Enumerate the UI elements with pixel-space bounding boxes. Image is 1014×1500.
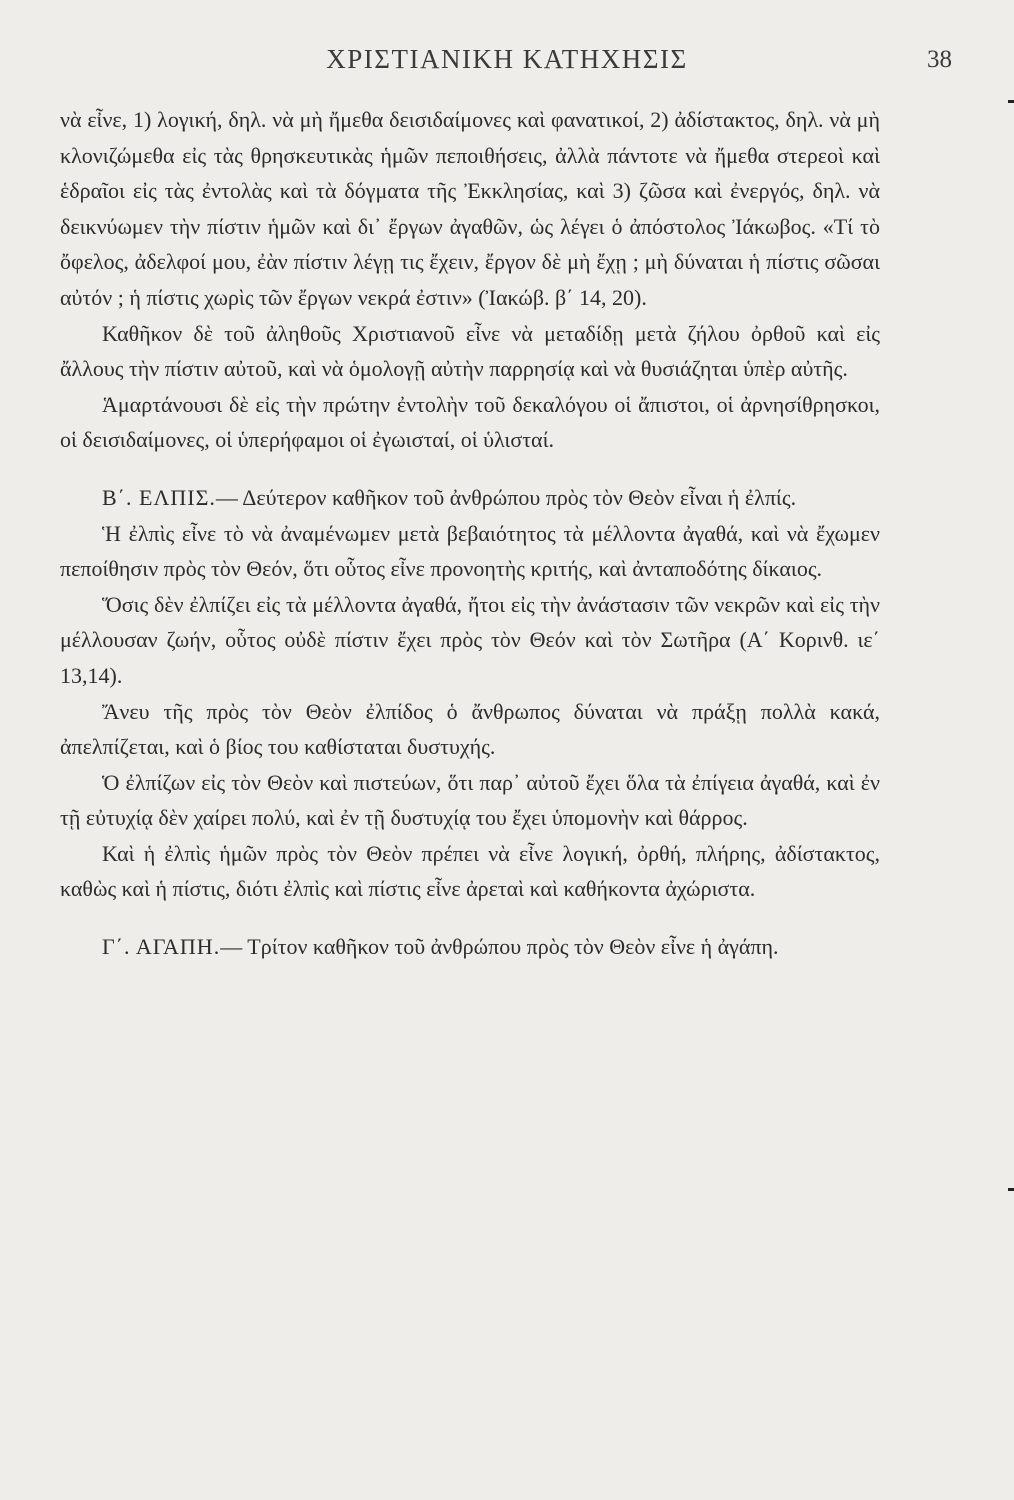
running-title: ΧΡΙΣΤΙΑΝΙΚΗ ΚΑΤΗΧΗΣΙΣ (326, 44, 688, 74)
section-love-intro-text: — Τρίτον καθῆκον τοῦ ἀνθρώπου πρὸς τὸν Θεὸν εἶνε ἡ ἀγάπη. (220, 934, 779, 960)
paragraph-faith-qualities: νὰ εἶνε, 1) λογική, δηλ. νὰ μὴ ἤμεθα δεισιδαίμονες καὶ φανατικοί, 2) ἀδίστακτος, δηλ. νὰ μὴ κλονιζώμεθα εἰς τὰς θρησκευτικὰς ἡμῶν πεποιθήσεις, ἀλλὰ πάντοτε νὰ ἤμεθα στερεοὶ καὶ ἑδραῖοι εἰς τὰς ἐντολὰς καὶ τὰ δόγματα τῆς Ἐκκλησίας, καὶ 3) ζῶσα καὶ ἐνεργός, δηλ. νὰ δεικνύωμεν τὴν πίστιν ἡμῶν καὶ δι᾽ ἔργων ἀγαθῶν, ὡς λέγει ὁ ἀπόστολος Ἰάκωβος. «Τί τὸ ὄφελος, ἀδελφοί μου, ἐὰν πίστιν λέγῃ τις ἔχειν, ἔργον δὲ μὴ ἔχῃ ; μὴ δύναται ἡ πίστις σῶσαι αὐτόν ; ἡ πίστις χωρὶς τῶν ἔργων νεκρά ἐστιν» (Ἰακώβ. β΄ 14, 20). (60, 107, 880, 310)
paragraph-hopeful-person: Ὁ ἐλπίζων εἰς τὸν Θεὸν καὶ πιστεύων, ὅτι παρ᾽ αὐτοῦ ἔχει ὅλα τὰ ἐπίγεια ἀγαθά, καὶ ἐν τῇ εὐτυχίᾳ δὲν χαίρει πολύ, καὶ ἐν τῇ δυστυχίᾳ του ἔχει ὑπομονὴν καὶ θάρρος. (60, 769, 880, 831)
paragraph-sinners-first-commandment: Ἁμαρτάνουσι δὲ εἰς τὴν πρώτην ἐντολὴν τοῦ δεκαλόγου οἱ ἄπιστοι, οἱ ἀρνησίθρησκοι, οἱ δεισιδαίμονες, οἱ ὑπερήφαμοι οἱ ἐγωισταί, οἱ ὑλισταί. (60, 391, 880, 453)
paragraph-christian-duty: Καθῆκον δὲ τοῦ ἀληθοῦς Χριστιανοῦ εἶνε νὰ μεταδίδῃ μετὰ ζήλου ὀρθοῦ καὶ εἰς ἄλλους τὴν πίστιν αὐτοῦ, καὶ νὰ ὁμολογῇ αὐτὴν παρρησίᾳ καὶ νὰ θυσιάζηται ὑπὲρ αὐτῆς. (60, 320, 880, 382)
margin-mark (1008, 1188, 1014, 1191)
paragraph-hope-definition: Ἡ ἐλπὶς εἶνε τὸ νὰ ἀναμένωμεν μετὰ βεβαιότητος τὰ μέλλοντα ἀγαθά, καὶ νὰ ἔχωμεν πεποίθησιν πρὸς τὸν Θεόν, ὅτι οὗτος εἶνε προνοητὴς κριτής, καὶ ἀνταποδότης δίκαιος. (60, 520, 880, 582)
section-hope-intro-text: — Δεύτερον καθῆκον τοῦ ἀνθρώπου πρὸς τὸν Θεὸν εἶναι ἡ ἐλπίς. (215, 484, 797, 510)
section-hope-heading: Β΄. ΕΛΠΙΣ. (102, 484, 216, 510)
section-love-heading: Γ΄. ΑΓΑΠΗ. (102, 934, 221, 960)
paragraph-hope-resurrection: Ὅσις δὲν ἐλπίζει εἰς τὰ μέλλοντα ἀγαθά, ἤτοι εἰς τὴν ἀνάστασιν τῶν νεκρῶν καὶ εἰς τὴν μέλλουσαν ζωήν, οὗτος οὐδὲ πίστιν ἔχει πρὸς τὸν Θεόν καὶ τὸν Σωτῆρα (Α΄ Κορινθ. ιε΄ 13,14). (60, 591, 880, 688)
paragraph-without-hope: Ἄνευ τῆς πρὸς τὸν Θεὸν ἐλπίδος ὁ ἄνθρωπος δύναται νὰ πράξῃ πολλὰ κακά, ἀπελπίζεται, καὶ ὁ βίος του καθίσταται δυστυχής. (60, 698, 880, 760)
page-body (60, 102, 880, 965)
section-hope-intro (60, 480, 880, 516)
page-header (0, 44, 1014, 84)
paragraph-hope-qualities: Καὶ ἡ ἐλπὶς ἡμῶν πρὸς τὸν Θεὸν πρέπει νὰ εἶνε λογική, ὀρθή, πλήρης, ἀδίστακτος, καθὼς καὶ ἡ πίστις, διότι ἐλπὶς καὶ πίστις εἶνε ἀρεταὶ καὶ καθήκοντα ἀχώριστα. (60, 840, 880, 902)
margin-mark (1008, 100, 1014, 103)
section-love-intro (60, 929, 880, 965)
page-number: 38 (927, 46, 952, 73)
